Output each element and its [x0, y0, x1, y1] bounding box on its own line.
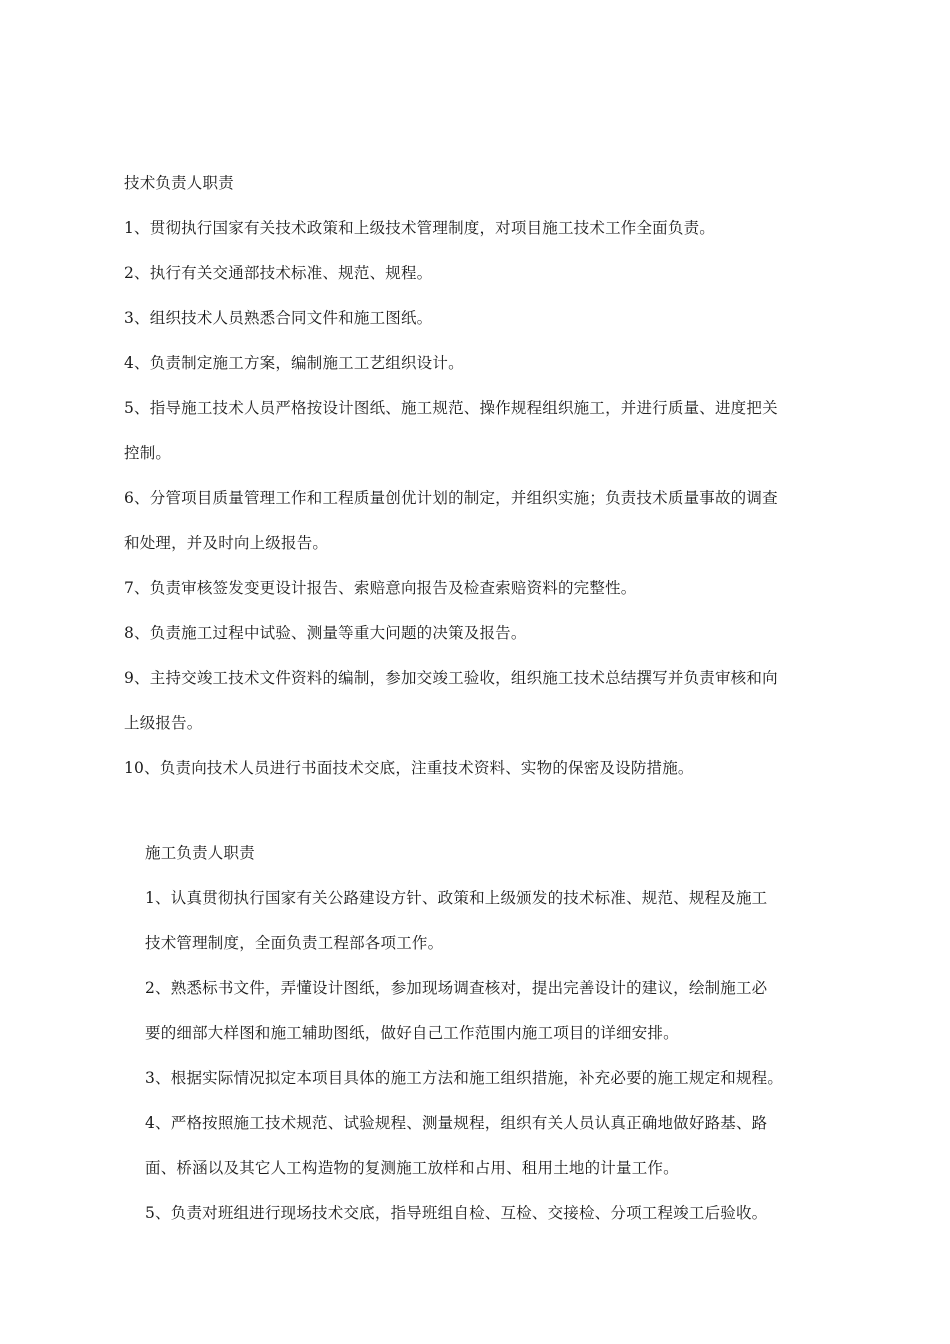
- duty-line: 和处理，并及时向上级报告。: [124, 534, 329, 552]
- duty-line: 1、贯彻执行国家有关技术政策和上级技术管理制度，对项目施工技术工作全面负责。: [124, 219, 715, 237]
- duty-line: 3、组织技术人员熟悉合同文件和施工图纸。: [124, 309, 433, 327]
- section-title: 技术负责人职责: [124, 174, 234, 192]
- duty-line: 1、认真贯彻执行国家有关公路建设方针、政策和上级颁发的技术标准、规范、规程及施工: [145, 889, 768, 907]
- duty-line: 3、根据实际情况拟定本项目具体的施工方法和施工组织措施，补充必要的施工规定和规程。: [145, 1069, 784, 1087]
- duty-line: 2、执行有关交通部技术标准、规范、规程。: [124, 264, 433, 282]
- duty-line: 7、负责审核签发变更设计报告、索赔意向报告及检查索赔资料的完整性。: [124, 579, 637, 597]
- duty-line: 6、分管项目质量管理工作和工程质量创优计划的制定，并组织实施；负责技术质量事故的调查: [124, 489, 778, 507]
- duty-line: 5、负责对班组进行现场技术交底，指导班组自检、互检、交接检、分项工程竣工后验收。: [145, 1204, 768, 1222]
- duty-line: 4、负责制定施工方案，编制施工工艺组织设计。: [124, 354, 464, 372]
- duty-line: 9、主持交竣工技术文件资料的编制，参加交竣工验收，组织施工技术总结撰写并负责审核和向: [124, 669, 778, 687]
- duty-line: 2、熟悉标书文件，弄懂设计图纸，参加现场调查核对，提出完善设计的建议，绘制施工必: [145, 979, 768, 997]
- duty-line: 上级报告。: [124, 714, 203, 732]
- duty-line: 5、指导施工技术人员严格按设计图纸、施工规范、操作规程组织施工，并进行质量、进度把关: [124, 399, 778, 417]
- duty-line: 控制。: [124, 444, 172, 462]
- duty-line: 8、负责施工过程中试验、测量等重大问题的决策及报告。: [124, 624, 527, 642]
- section-title: 施工负责人职责: [145, 844, 255, 862]
- duty-line: 面、桥涵以及其它人工构造物的复测施工放样和占用、租用土地的计量工作。: [145, 1159, 679, 1177]
- duty-line: 4、严格按照施工技术规范、试验规程、测量规程，组织有关人员认真正确地做好路基、路: [145, 1114, 768, 1132]
- duty-line: 10、负责向技术人员进行书面技术交底，注重技术资料、实物的保密及设防措施。: [124, 759, 694, 777]
- duty-line: 要的细部大样图和施工辅助图纸，做好自己工作范围内施工项目的详细安排。: [145, 1024, 679, 1042]
- duty-line: 技术管理制度，全面负责工程部各项工作。: [145, 934, 444, 952]
